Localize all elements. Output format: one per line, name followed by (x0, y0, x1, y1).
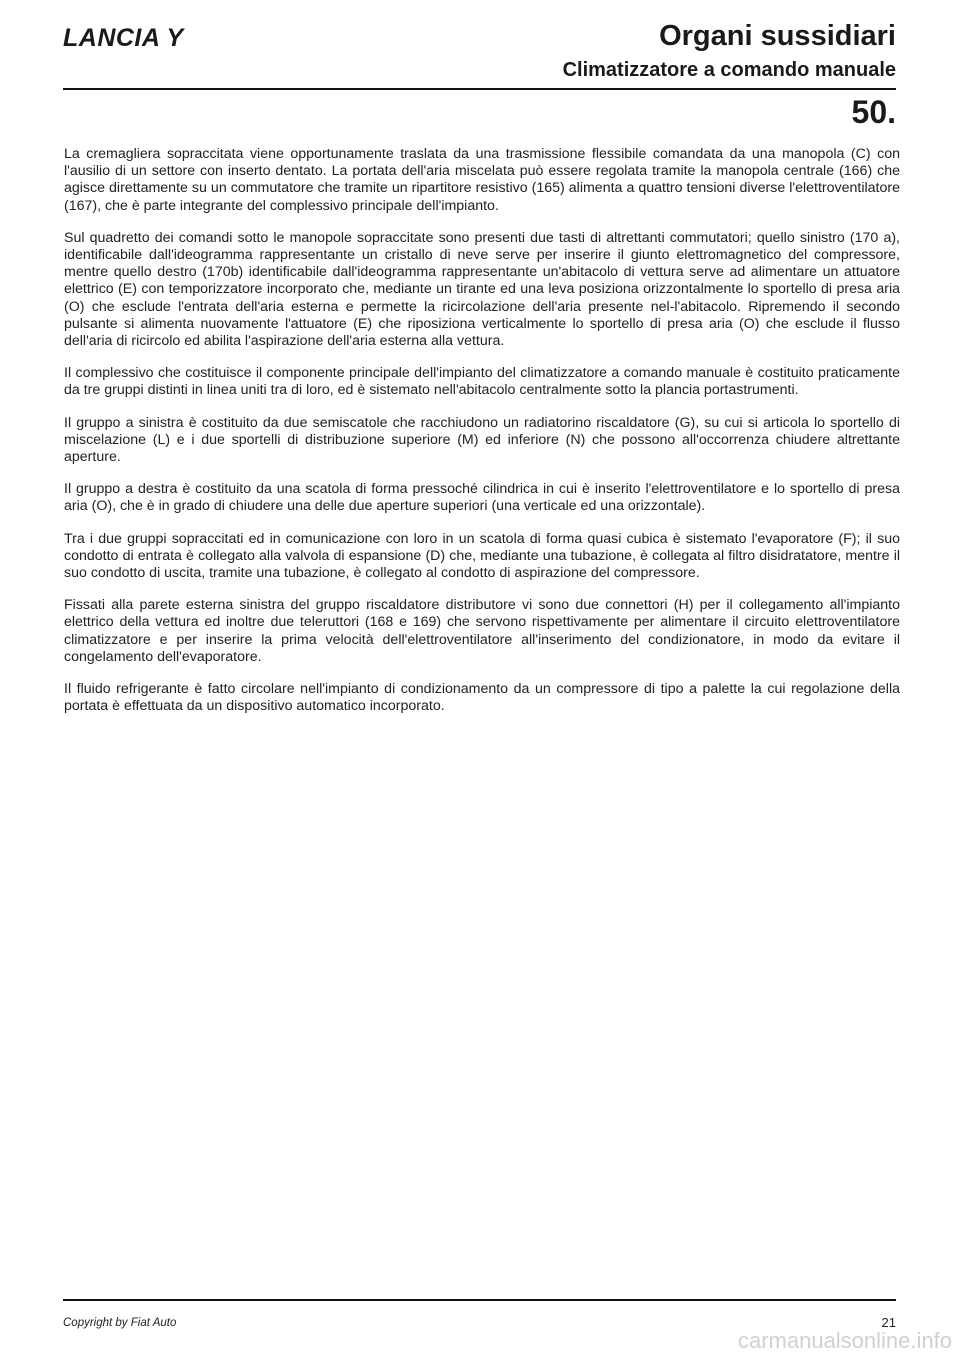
paragraph: Fissati alla parete esterna sinistra del gruppo riscaldatore distributore vi sono due connettori (H) per il collegamento all'impianto elettrico della vettura ed inoltre due teleruttori (168 e 169) che servono rispettivamente per alimentare il circuito elettroventilatore climatizzatore e per inserire la prima velocità dell'elettroventilatore all'inserimento del condizionatore, in modo da evitare il congelamento dell'evaporatore. (64, 597, 900, 665)
section-subtitle: Climatizzatore a comando manuale (562, 59, 896, 81)
paragraph: Il gruppo a destra è costituito da una scatola di forma pressoché cilindrica in cui è inserito l'elettroventilatore e lo sportello di presa aria (O), che è in grado di chiudere una delle due aperture superiori (una verticale ed una orizzontale). (64, 481, 900, 515)
paragraph: Il complessivo che costituisce il componente principale dell'impianto del climatizzatore a comando manuale è costituito praticamente da tre gruppi distinti in linea uniti tra di loro, ed è sistemato nell'abitacolo centralmente sotto la plancia portastrumenti. (64, 365, 900, 399)
section-title: Organi sussidiari (659, 20, 896, 52)
paragraph: Tra i due gruppi sopraccitati ed in comunicazione con loro in un scatola di forma quasi cubica è sistemato l'evaporatore (F); il suo condotto di entrata è collegato alla valvola di espansione (D) che, mediante una tubazione, è collegata al filtro disidratatore, mentre il suo condotto di uscita, tramite una tubazione, è collegato al condotto di aspirazione del compressore. (64, 530, 900, 582)
brand-title: LANCIA Y (63, 24, 184, 52)
header-divider (63, 88, 896, 90)
paragraph: Il fluido refrigerante è fatto circolare nell'impianto di condizionamento da un compressore di tipo a palette la cui regolazione della portata è effettuata da un dispositivo automatico incorporato. (64, 681, 900, 715)
page-number: 21 (881, 1315, 896, 1330)
body-text (64, 146, 900, 730)
footer-divider (63, 1299, 896, 1301)
footer-copyright: Copyright by Fiat Auto (63, 1317, 177, 1329)
paragraph: La cremagliera sopraccitata viene opportunamente traslata da una trasmissione flessibile comandata da una manopola (C) con l'ausilio di un settore con inserto dentato. La portata dell'aria miscelata può essere regolata tramite la manopola centrale (166) che agisce direttamente su un commutatore che tramite un ripartitore resistivo (165) alimenta a quattro tensioni diverse l'elettroventilatore (167), che è parte integrante del complessivo principale dell'impianto. (64, 146, 900, 214)
watermark: carmanualsonline.info (737, 1328, 952, 1353)
paragraph: Sul quadretto dei comandi sotto le manopole sopraccitate sono presenti due tasti di altrettanti commutatori; quello sinistro (170 a), identificabile dall'ideogramma rappresentante un cristallo di neve serve per inserire il giunto elettromagnetico del compressore, mentre quello destro (170b) identificabile dall'ideogramma rappresentante un'abitacolo di vettura serve ad alimentare un attuatore elettrico (E) con temporizzatore incorporato che, mediante un tirante ed una leva posiziona orizzontalmente lo sportello di presa aria (O) che esclude l'entrata dell'aria esterna e permette la ricircolazione dell'aria presente nel-l'abitacolo. Ripremendo il secondo pulsante si alimenta nuovamente l'attuatore (E) che riposiziona verticalmente lo sportello di presa aria (O) che esclude il flusso dell'aria di ricircolo ed abilita l'aspirazione dell'aria esterna alla vettura. (64, 229, 900, 350)
paragraph: Il gruppo a sinistra è costituito da due semiscatole che racchiudono un radiatorino riscaldatore (G), su cui si articola lo sportello di miscelazione (L) e i due sportelli di distribuzione superiore (M) ed inferiore (N) che possono all'occorrenza chiudere altrettante aperture. (64, 414, 900, 466)
page-code: 50. (851, 94, 896, 130)
